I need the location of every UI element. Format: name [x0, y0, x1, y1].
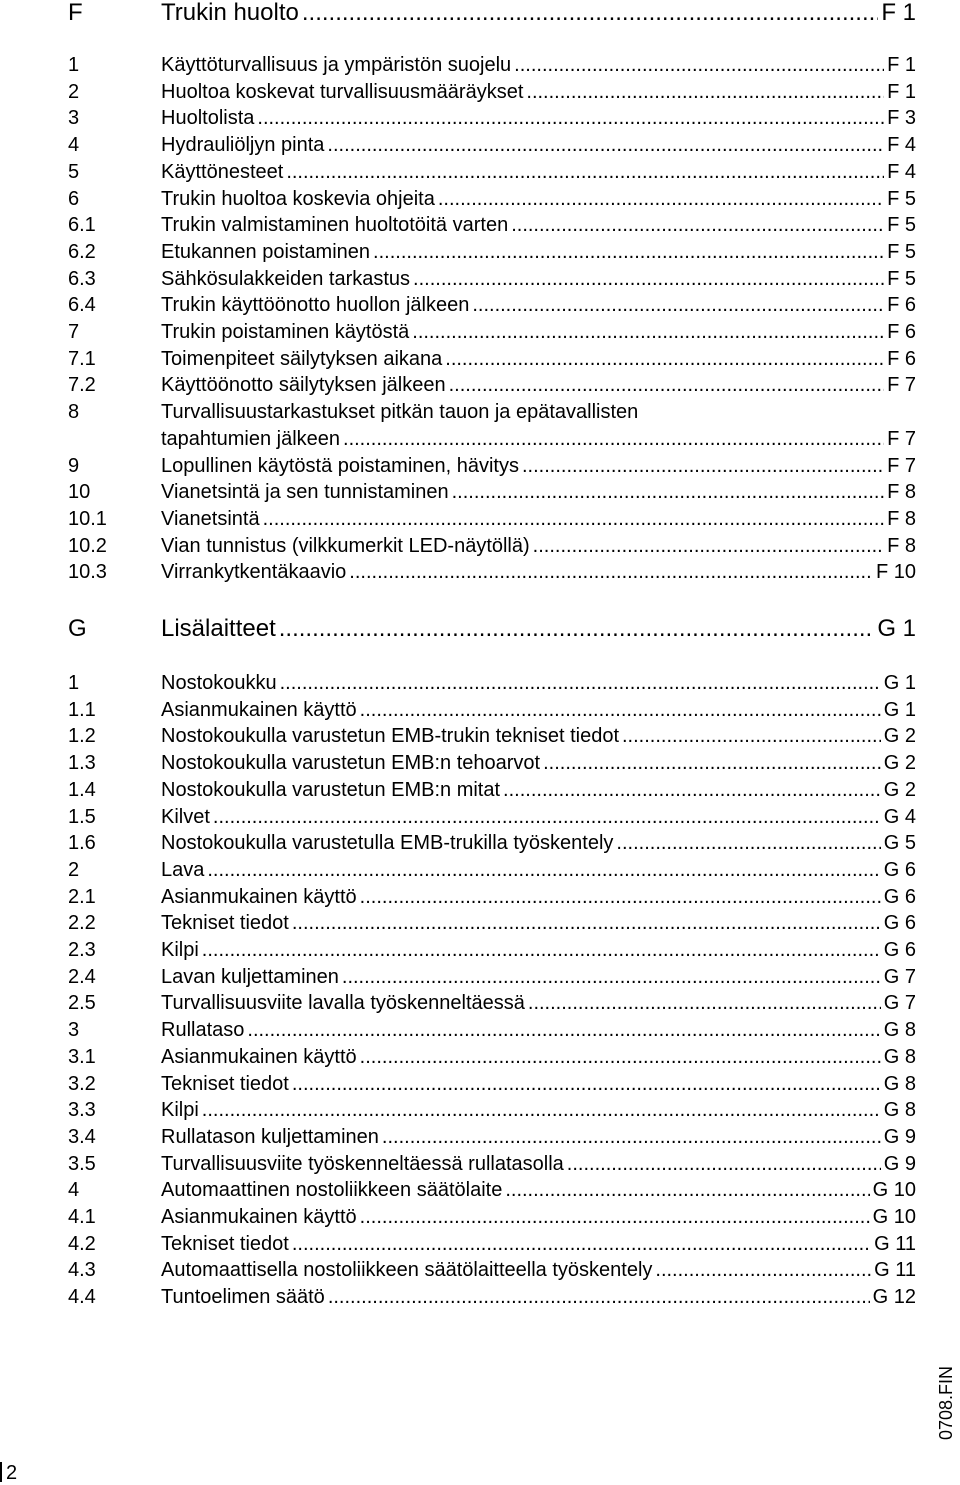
entry-page: G 12 [872, 1286, 916, 1309]
entry-title: Lopullinen käytöstä poistaminen, hävitys [161, 454, 519, 477]
entry-title: Vianetsintä [161, 507, 260, 530]
entry-page: F 1 [887, 80, 916, 103]
entry-title: Etukannen poistaminen [161, 240, 371, 263]
toc-entry[interactable] [68, 1124, 916, 1151]
leader-dots [327, 132, 884, 159]
toc-entry[interactable] [68, 1151, 916, 1178]
entry-page: G 4 [883, 805, 916, 828]
leader-dots [292, 1071, 881, 1098]
entry-title: Sähkösulakkeiden tarkastus [161, 267, 411, 290]
leader-dots [472, 292, 884, 319]
toc-entry[interactable] [68, 533, 916, 560]
entry-title: Tuntoelimen säätö [161, 1286, 325, 1309]
toc-entry[interactable] [68, 159, 916, 186]
toc-entry-wrapped[interactable] [68, 399, 916, 452]
leader-dots [528, 990, 881, 1017]
entry-num: 2 [68, 858, 80, 881]
entry-title: Kilpi [161, 939, 199, 962]
entry-title: Kilpi [161, 1099, 199, 1122]
leader-dots [526, 79, 884, 106]
leader-dots [567, 1151, 881, 1178]
leader-dots [247, 1017, 880, 1044]
entry-num: 9 [68, 454, 80, 477]
entry-title: Toimenpiteet säilytyksen aikana [161, 347, 443, 370]
toc-entry[interactable] [68, 937, 916, 964]
entry-num: 4 [68, 1179, 80, 1202]
entry-num: 1.3 [68, 752, 96, 775]
entry-title: Käyttönesteet [161, 160, 284, 183]
toc-entry[interactable] [68, 266, 916, 293]
leader-dots [292, 1231, 871, 1258]
entry-title: Turvallisuusviite lavalla työskenneltäessä [161, 992, 525, 1015]
toc-entry[interactable] [68, 884, 916, 911]
entry-title: Tekniset tiedot [161, 1072, 289, 1095]
toc-heading-num: F [68, 0, 83, 26]
entry-num: 2.3 [68, 939, 96, 962]
entry-page: F 7 [887, 374, 916, 397]
entry-title: Asianmukainen käyttö [161, 1206, 357, 1229]
entry-title: Nostokoukulla varustetun EMB-trukin tekniset tiedot [161, 725, 619, 748]
page-number-label: 2 [6, 1462, 18, 1484]
document-code: 0708.FIN [936, 1365, 956, 1440]
toc-entry[interactable] [68, 1097, 916, 1124]
entry-page: F 1 [887, 54, 916, 76]
leader-dots [292, 910, 881, 937]
entry-title: Lavan kuljettaminen [161, 965, 339, 988]
toc-entry[interactable] [68, 857, 916, 884]
entry-num: 4 [68, 134, 80, 157]
entry-page: G 2 [883, 752, 916, 775]
leader-dots [616, 830, 880, 857]
leader-dots [202, 1097, 881, 1124]
leader-dots [342, 964, 881, 991]
entry-page: G 11 [874, 1259, 916, 1282]
entry-title: Rullataso [161, 1019, 245, 1042]
entry-page: F 4 [887, 134, 916, 157]
entry-page: F 8 [887, 481, 916, 504]
entry-num: 7.2 [68, 374, 96, 397]
entry-page: G 10 [872, 1206, 916, 1229]
toc-entry[interactable] [68, 777, 916, 804]
entry-num: 1.4 [68, 778, 96, 801]
entry-page: G 1 [883, 672, 916, 694]
entry-num: 3.5 [68, 1152, 96, 1175]
toc-entry[interactable] [68, 239, 916, 266]
entry-page: G 6 [883, 858, 916, 881]
entry-num: 2 [68, 80, 80, 103]
entry-title: Nostokoukulla varustetulla EMB-trukilla työskentely [161, 832, 614, 855]
entry-title: Asianmukainen käyttö [161, 885, 357, 908]
entry-num: 6.2 [68, 240, 96, 263]
toc-heading-title: Trukin huolto [161, 0, 299, 26]
toc-section-g [68, 614, 916, 644]
entry-num: 5 [68, 160, 80, 183]
entry-num: 1.5 [68, 805, 96, 828]
entry-page: F 7 [887, 454, 916, 477]
toc-entry[interactable] [68, 1257, 916, 1284]
entry-num: 7 [68, 321, 80, 344]
entry-page: F 5 [887, 187, 916, 210]
entry-num: 6.1 [68, 214, 96, 237]
entry-title: Hydrauliöljyn pinta [161, 134, 325, 157]
entry-num: 6.4 [68, 294, 96, 317]
entry-num: 1.2 [68, 725, 96, 748]
toc-heading-num: G [68, 615, 87, 642]
entry-num: 4.2 [68, 1232, 96, 1255]
leader-dots [328, 1284, 870, 1311]
leader-dots [360, 1204, 870, 1231]
leader-dots [543, 750, 881, 777]
entry-title: Nostokoukulla varustetun EMB:n mitat [161, 778, 501, 801]
entry-page: G 8 [883, 1099, 916, 1122]
entry-title: Käyttöönotto säilytyksen jälkeen [161, 374, 446, 397]
entry-page: F 6 [887, 294, 916, 317]
entry-title: Asianmukainen käyttö [161, 698, 357, 721]
entry-page: G 6 [883, 939, 916, 962]
entry-title: Lava [161, 858, 205, 881]
entry-page: F 6 [887, 347, 916, 370]
entry-num: 1 [68, 54, 80, 76]
leader-dots [622, 723, 881, 750]
entry-page: G 8 [883, 1019, 916, 1042]
entry-num: 7.1 [68, 347, 96, 370]
entry-num: 2.1 [68, 885, 96, 908]
leader-dots [511, 212, 884, 239]
entry-title: Rullatason kuljettaminen [161, 1125, 379, 1148]
leader-dots [655, 1257, 871, 1284]
leader-dots [445, 346, 884, 373]
toc-entry[interactable] [68, 697, 916, 724]
toc-entry[interactable] [68, 212, 916, 239]
toc-entry[interactable] [68, 346, 916, 373]
leader-dots [522, 453, 884, 480]
entry-page: G 11 [874, 1232, 916, 1255]
toc-entry[interactable] [68, 372, 916, 399]
toc-heading-page: F 1 [881, 0, 916, 26]
entry-title: Vian tunnistus (vilkkumerkit LED-näytöllä) [161, 534, 530, 557]
toc-entry[interactable] [68, 910, 916, 937]
toc-entry[interactable] [68, 830, 916, 857]
toc-entry[interactable] [68, 292, 916, 319]
entry-num: 3.4 [68, 1125, 96, 1148]
toc-entry[interactable] [68, 186, 916, 213]
entry-num: 3.1 [68, 1045, 96, 1068]
entry-page: G 8 [883, 1072, 916, 1095]
entry-page: G 5 [883, 832, 916, 855]
entry-num: 10.3 [68, 561, 107, 584]
entry-num: 10.2 [68, 534, 107, 557]
entry-num: 4.4 [68, 1286, 96, 1309]
toc-entry[interactable] [68, 105, 916, 132]
entry-page: G 10 [872, 1179, 916, 1202]
entry-num: 2.2 [68, 912, 96, 935]
entry-num: 6.3 [68, 267, 96, 290]
leader-dots [343, 426, 884, 453]
leader-dots [373, 239, 884, 266]
entry-title: Trukin huoltoa koskevia ohjeita [161, 187, 435, 210]
entry-title: Käyttöturvallisuus ja ympäristön suojelu [161, 54, 512, 76]
leader-dots [503, 777, 881, 804]
toc-entry[interactable] [68, 804, 916, 831]
leader-dots [202, 937, 881, 964]
leader-dots [360, 884, 881, 911]
leader-dots [302, 0, 878, 28]
entry-title: Nostokoukulla varustetun EMB:n tehoarvot [161, 752, 541, 775]
entry-page: G 9 [883, 1125, 916, 1148]
leader-dots [413, 266, 884, 293]
entry-page: F 8 [887, 507, 916, 530]
entry-page: F 5 [887, 240, 916, 263]
toc-entry[interactable] [68, 1284, 916, 1311]
toc-entry[interactable] [68, 1204, 916, 1231]
toc-entry[interactable] [68, 964, 916, 991]
toc-heading-f[interactable] [68, 0, 916, 28]
leader-dots [360, 697, 881, 724]
leader-dots [279, 614, 875, 644]
entry-num: 4.3 [68, 1259, 96, 1282]
toc-heading-page: G 1 [877, 615, 916, 642]
entry-page: F 5 [887, 267, 916, 290]
toc-entry[interactable] [68, 559, 916, 586]
entry-num: 10 [68, 481, 91, 504]
entry-num: 3.3 [68, 1099, 96, 1122]
toc-entry[interactable] [68, 319, 916, 346]
entry-num: 10.1 [68, 507, 107, 530]
leader-dots [349, 559, 873, 586]
page-number [0, 1462, 17, 1485]
entry-page: G 6 [883, 912, 916, 935]
entry-title: Virrankytkentäkaavio [161, 561, 347, 584]
entry-num: 3 [68, 107, 80, 130]
entry-num: 2.4 [68, 965, 96, 988]
leader-dots [263, 506, 885, 533]
toc-entry[interactable] [68, 79, 916, 106]
leader-dots [449, 372, 884, 399]
leader-dots [280, 670, 881, 697]
entry-title: Kilvet [161, 805, 210, 828]
entry-num: 4.1 [68, 1206, 96, 1229]
leader-dots [213, 804, 881, 831]
toc-entry[interactable] [68, 132, 916, 159]
toc-entry[interactable] [68, 1044, 916, 1071]
entry-num: 1 [68, 672, 80, 694]
toc-list-g [68, 670, 916, 1311]
entry-title-line2: tapahtumien jälkeen [161, 427, 341, 450]
leader-dots [412, 319, 884, 346]
entry-title: Asianmukainen käyttö [161, 1045, 357, 1068]
toc-entry[interactable] [68, 1017, 916, 1044]
entry-page: G 7 [883, 965, 916, 988]
entry-title: Automaattinen nostoliikkeen säätölaite [161, 1179, 503, 1202]
leader-dots [505, 1177, 869, 1204]
leader-dots [360, 1044, 881, 1071]
leader-dots [438, 186, 884, 213]
entry-page: G 8 [883, 1045, 916, 1068]
entry-title: Automaattisella nostoliikkeen säätölaitteella työskentely [161, 1259, 653, 1282]
entry-title: Tekniset tiedot [161, 1232, 289, 1255]
entry-page: F 7 [887, 427, 916, 450]
entry-title: Huoltoa koskevat turvallisuusmääräykset [161, 80, 524, 103]
toc-entry[interactable] [68, 670, 916, 697]
entry-title-line1: Turvallisuustarkastukset pitkän tauon ja epätavallisten [161, 401, 639, 424]
toc-heading-title: Lisälaitteet [161, 615, 276, 642]
toc-heading-g[interactable] [68, 614, 916, 644]
entry-num: 3 [68, 1019, 80, 1042]
entry-title: Trukin valmistaminen huoltotöitä varten [161, 214, 509, 237]
toc-entry[interactable] [68, 52, 916, 79]
entry-title: Vianetsintä ja sen tunnistaminen [161, 481, 449, 504]
entry-page: F 8 [887, 534, 916, 557]
entry-page: G 9 [883, 1152, 916, 1175]
toc-entry[interactable] [68, 453, 916, 480]
entry-page: F 3 [887, 107, 916, 130]
entry-title: Trukin käyttöönotto huollon jälkeen [161, 294, 470, 317]
entry-num: 3.2 [68, 1072, 96, 1095]
leader-dots [533, 533, 884, 560]
toc-entry[interactable] [68, 1071, 916, 1098]
leader-dots [514, 52, 884, 79]
entry-page: F 10 [875, 561, 916, 584]
toc-entry[interactable] [68, 506, 916, 533]
toc-entry[interactable] [68, 1231, 916, 1258]
entry-num: 1.6 [68, 832, 96, 855]
entry-page: G 7 [883, 992, 916, 1015]
entry-page: G 1 [883, 698, 916, 721]
leader-dots [382, 1124, 881, 1151]
entry-page: F 5 [887, 214, 916, 237]
leader-dots [207, 857, 880, 884]
toc-entry[interactable] [68, 1177, 916, 1204]
entry-title: Tekniset tiedot [161, 912, 289, 935]
entry-num: 1.1 [68, 698, 96, 721]
entry-page: F 4 [887, 160, 916, 183]
toc-section-f [68, 0, 916, 28]
entry-title: Trukin poistaminen käytöstä [161, 321, 410, 344]
entry-title: Huoltolista [161, 107, 255, 130]
entry-page: G 2 [883, 725, 916, 748]
toc-entry[interactable] [68, 990, 916, 1017]
toc-entry[interactable] [68, 750, 916, 777]
entry-num: 2.5 [68, 992, 96, 1015]
entry-page: G 6 [883, 885, 916, 908]
entry-title: Turvallisuusviite työskenneltäessä rullatasolla [161, 1152, 564, 1175]
entry-title: Nostokoukku [161, 672, 277, 694]
leader-dots [286, 159, 884, 186]
entry-num: 6 [68, 187, 80, 210]
entry-num: 8 [68, 401, 80, 424]
leader-dots [257, 105, 884, 132]
toc-list-f [68, 52, 916, 586]
toc-entry[interactable] [68, 723, 916, 750]
leader-dots [452, 479, 884, 506]
entry-page: G 2 [883, 778, 916, 801]
page-bar [0, 1462, 2, 1482]
entry-page: F 6 [887, 321, 916, 344]
toc-entry[interactable] [68, 479, 916, 506]
